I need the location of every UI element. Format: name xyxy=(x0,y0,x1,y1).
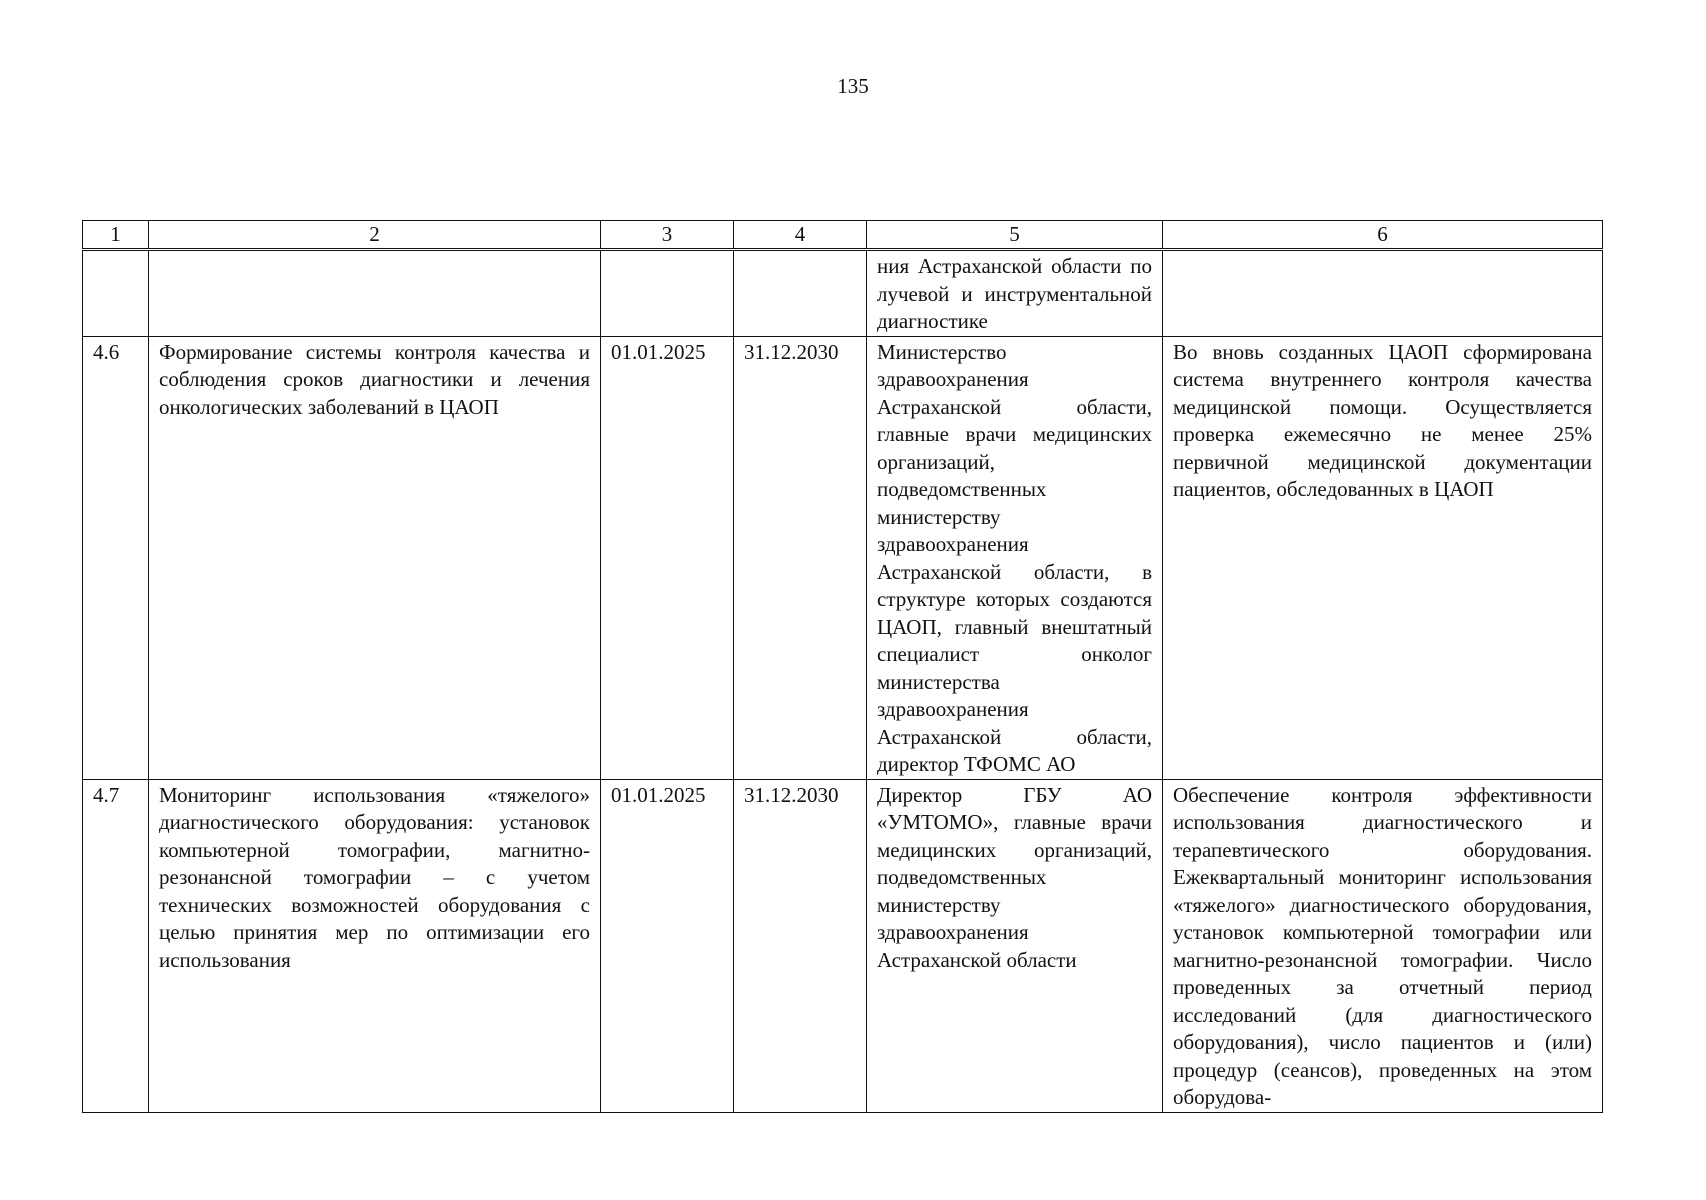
measures-table xyxy=(82,220,1603,1113)
column-header-4: 4 xyxy=(734,221,867,250)
column-header-3: 3 xyxy=(601,221,734,250)
responsible-cell: Министерство здравоохранения Астраханской области, главные врачи медицинских организаций, подведомственных министерству здравоохранения Астраханской области, в структуре которых создаются ЦАОП, главный внештатный специалист онколог министерства здравоохранения Астраханской области, директор ТФОМС АО xyxy=(867,336,1163,779)
continuation-cell-6 xyxy=(1163,250,1603,337)
continuation-cell-2 xyxy=(149,250,601,337)
activity-cell: Мониторинг использования «тяжелого» диагностического оборудования: установок компьютерной томографии, магнитно-резонансной томографии – с учетом технических возможностей оборудования с целью принятия мер по оптимизации его использования xyxy=(149,779,601,1112)
column-header-2: 2 xyxy=(149,221,601,250)
result-cell: Обеспечение контроля эффективности использования диагностического и терапевтического оборудования. Ежеквартальный мониторинг использования «тяжелого» диагностического оборудования, установок компьютерной томографии или магнитно-резонансной томографии. Число проведенных за отчетный период исследований (для диагностического оборудования), число пациентов и (или) процедур (сеансов), проведенных на этом оборудова- xyxy=(1163,779,1603,1112)
page-number: 135 xyxy=(837,74,869,98)
row-number: 4.6 xyxy=(83,336,149,779)
continuation-cell-3 xyxy=(601,250,734,337)
start-date-cell: 01.01.2025 xyxy=(601,779,734,1112)
row-number: 4.7 xyxy=(83,779,149,1112)
continuation-cell-4 xyxy=(734,250,867,337)
table-row xyxy=(83,336,1603,779)
end-date-cell: 31.12.2030 xyxy=(734,336,867,779)
column-header-1: 1 xyxy=(83,221,149,250)
result-cell: Во вновь созданных ЦАОП сформирована система внутреннего контроля качества медицинской помощи. Осуществляется проверка ежемесячно не менее 25% первичной медицинской документации пациентов, обследованных в ЦАОП xyxy=(1163,336,1603,779)
end-date-cell: 31.12.2030 xyxy=(734,779,867,1112)
column-header-6: 6 xyxy=(1163,221,1603,250)
table-row xyxy=(83,779,1603,1112)
start-date-cell: 01.01.2025 xyxy=(601,336,734,779)
responsible-cell: Директор ГБУ АО «УМТОМО», главные врачи медицинских организаций, подведомственных министерству здравоохранения Астраханской области xyxy=(867,779,1163,1112)
activity-cell: Формирование системы контроля качества и соблюдения сроков диагностики и лечения онкологических заболеваний в ЦАОП xyxy=(149,336,601,779)
continuation-row xyxy=(83,250,1603,337)
column-header-5: 5 xyxy=(867,221,1163,250)
continuation-responsible-cell: ния Астраханской области по лучевой и инструментальной диагностике xyxy=(867,250,1163,337)
continuation-cell-1 xyxy=(83,250,149,337)
table-header-row xyxy=(83,221,1603,250)
